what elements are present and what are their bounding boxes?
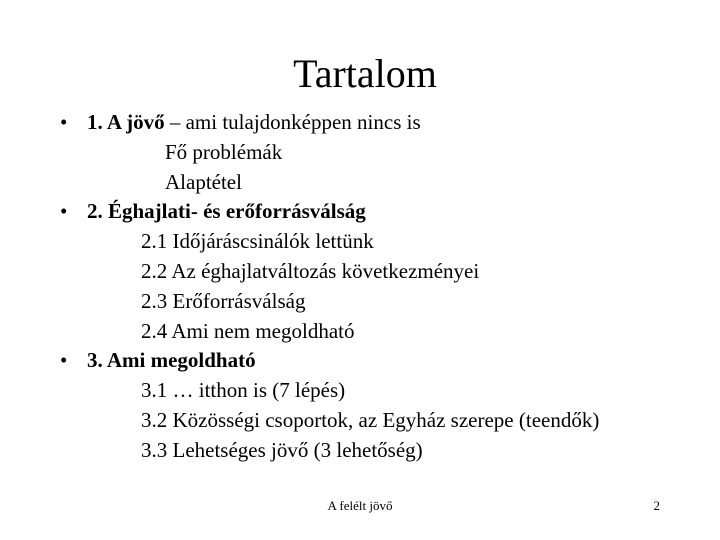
bullet-icon: • xyxy=(60,199,68,224)
list-item: 2.3 Erőforrásválság xyxy=(141,288,306,313)
section-heading-bold: 3. Ami megoldható xyxy=(87,348,256,373)
page-number: 2 xyxy=(653,498,660,513)
list-item: 2.4 Ami nem megoldható xyxy=(141,318,355,343)
list-item: 2.2 Az éghajlatváltozás következményei xyxy=(141,258,480,283)
section-2 xyxy=(60,197,700,346)
list-item: Fő problémák xyxy=(165,139,283,164)
list-item: 3.3 Lehetséges jövő (3 lehetőség) xyxy=(141,437,423,462)
bullet-icon: • xyxy=(60,110,68,134)
list-item: 2.1 Időjáráscsinálók lettünk xyxy=(141,229,374,254)
section-heading xyxy=(87,197,700,227)
bullet-icon: • xyxy=(60,348,68,373)
list-item: 3.1 … itthon is (7 lépés) xyxy=(141,378,346,403)
footer-text: A felélt jövő xyxy=(327,498,393,513)
section-heading-bold: 2. Éghajlati- és erőforrásválság xyxy=(87,199,366,224)
list-item: 3.2 Közösségi csoportok, az Egyház szerepe (teendők) xyxy=(141,407,600,432)
section-heading-bold: 1. A jövő xyxy=(87,110,165,134)
section-heading xyxy=(87,108,700,138)
section-3 xyxy=(60,346,700,465)
section-heading-rest: – ami tulajdonképpen nincs is xyxy=(164,110,421,134)
section-heading xyxy=(87,346,700,376)
section-1 xyxy=(60,108,700,197)
content-list xyxy=(60,108,700,466)
list-item: Alaptétel xyxy=(165,169,242,194)
slide-title: Tartalom xyxy=(293,51,437,96)
